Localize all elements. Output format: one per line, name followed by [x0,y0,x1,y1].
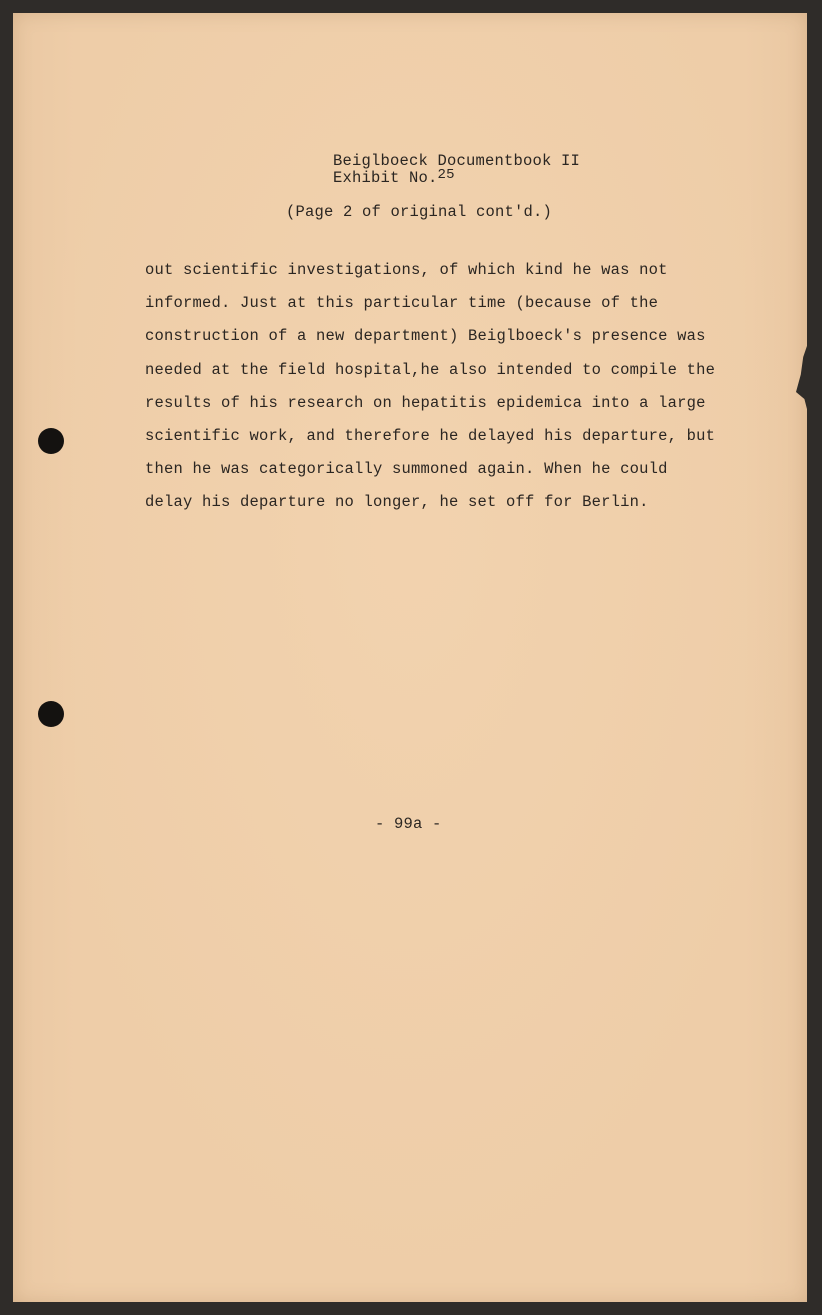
documentbook-title: Beiglboeck Documentbook II [333,152,581,170]
body-line: needed at the field hospital,he also intended to compile the [145,360,716,379]
torn-edge [796,343,808,413]
body-line: construction of a new department) Beiglboeck's presence was [145,327,706,346]
exhibit-number: 25 [437,167,455,183]
body-line: out scientific investigations, of which kind he was not [145,261,668,279]
exhibit-label [333,167,580,188]
body-line: informed. Just at this particular time (because of the [145,294,659,313]
punch-hole-top [38,428,64,454]
body-line: results of his research on hepatitis epidemica into a large [145,393,706,412]
continued-note: (Page 2 of original cont'd.) [286,203,553,221]
exhibit-prefix: Exhibit No. [333,169,438,187]
body-line: delay his departure no longer, he set off for Berlin. [145,493,649,512]
body-paragraph [145,254,755,520]
document-page [13,13,807,1302]
body-line: then he was categorically summoned again. When he could [145,460,668,479]
document-header [333,153,580,188]
page-number: - 99a - [375,815,442,833]
body-line: scientific work, and therefore he delayed his departure, but [145,427,716,446]
punch-hole-bottom [38,701,64,727]
